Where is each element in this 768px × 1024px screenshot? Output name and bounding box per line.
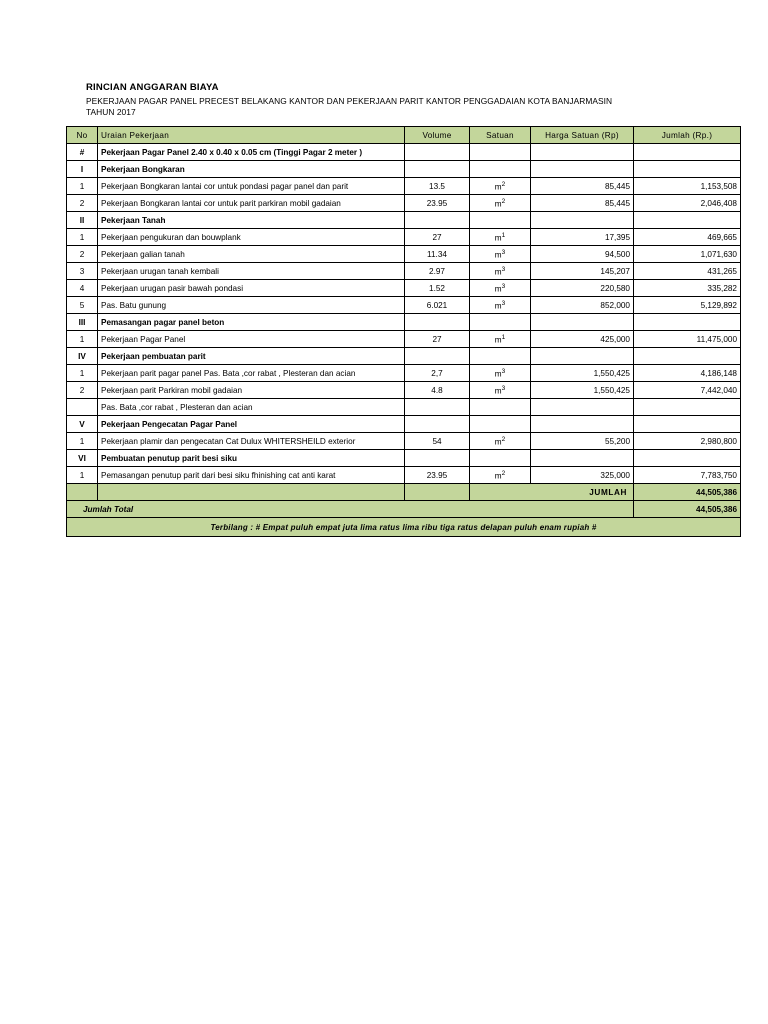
cell-harga (531, 212, 634, 229)
cell-uraian: Pas. Batu gunung (98, 297, 405, 314)
cell-satuan: $m^3$ (470, 263, 531, 280)
cell-volume (405, 416, 470, 433)
jumlah-no (67, 484, 98, 501)
total-value: 44,505,386 (634, 501, 741, 518)
table-row (67, 246, 741, 263)
cell-uraian: Pekerjaan Pengecatan Pagar Panel (98, 416, 405, 433)
table-row (67, 195, 741, 212)
cell-no: 5 (67, 297, 98, 314)
cell-satuan (470, 416, 531, 433)
column-header-no: No (67, 127, 98, 144)
cell-harga (531, 144, 634, 161)
document-title: RINCIAN ANGGARAN BIAYA (86, 82, 219, 93)
cell-harga: 1,550,425 (531, 365, 634, 382)
cell-satuan: $m^3$ (470, 297, 531, 314)
cell-jumlah (634, 212, 741, 229)
cell-harga (531, 348, 634, 365)
cell-jumlah: 2,980,800 (634, 433, 741, 450)
cell-jumlah: 1,071,630 (634, 246, 741, 263)
table-row (67, 212, 741, 229)
cell-volume: 11.34 (405, 246, 470, 263)
cell-volume: 27 (405, 229, 470, 246)
cell-satuan (470, 144, 531, 161)
cell-harga: 145,207 (531, 263, 634, 280)
cell-uraian: Pekerjaan Pagar Panel (98, 331, 405, 348)
cell-no: VI (67, 450, 98, 467)
cell-volume: 23.95 (405, 467, 470, 484)
column-header-harga-satuan: Harga Satuan (Rp) (531, 127, 634, 144)
cell-uraian: Pekerjaan Bongkaran lantai cor untuk parit parkiran mobil gadaian (98, 195, 405, 212)
cell-uraian: Pekerjaan Bongkaran (98, 161, 405, 178)
cell-jumlah (634, 399, 741, 416)
table-row (67, 433, 741, 450)
table-row (67, 365, 741, 382)
table-header (67, 127, 741, 144)
document-subtitle-line2: TAHUN 2017 (86, 107, 136, 118)
table-row (67, 382, 741, 399)
document-subtitle-line1: PEKERJAAN PAGAR PANEL PRECEST BELAKANG KANTOR DAN PEKERJAAN PARIT KANTOR PENGGADAIAN KOTA BANJARMASIN (86, 96, 613, 106)
cell-jumlah: 7,442,040 (634, 382, 741, 399)
cell-no: 1 (67, 433, 98, 450)
cell-no: 1 (67, 178, 98, 195)
table-row (67, 331, 741, 348)
table-row (67, 229, 741, 246)
cell-jumlah (634, 144, 741, 161)
cell-no: III (67, 314, 98, 331)
cell-harga: 94,500 (531, 246, 634, 263)
table-row (67, 280, 741, 297)
cell-volume: 2,7 (405, 365, 470, 382)
cell-jumlah (634, 161, 741, 178)
cell-volume (405, 314, 470, 331)
terbilang-text: Terbilang : # Empat puluh empat juta lima ratus lima ribu tiga ratus delapan puluh enam rupiah # (67, 518, 741, 537)
budget-table-container (66, 126, 737, 537)
document-header (86, 82, 706, 119)
cell-jumlah: 4,186,148 (634, 365, 741, 382)
table-row (67, 450, 741, 467)
cell-jumlah: 11,475,000 (634, 331, 741, 348)
cell-jumlah: 1,153,508 (634, 178, 741, 195)
cell-jumlah: 7,783,750 (634, 467, 741, 484)
cell-no: 1 (67, 229, 98, 246)
cell-uraian: Pekerjaan pengukuran dan bouwplank (98, 229, 405, 246)
cell-no: 2 (67, 382, 98, 399)
cell-uraian: Pekerjaan parit Parkiran mobil gadaian (98, 382, 405, 399)
cell-no: 1 (67, 365, 98, 382)
cell-harga (531, 314, 634, 331)
cell-harga: 55,200 (531, 433, 634, 450)
cell-volume: 23.95 (405, 195, 470, 212)
cell-volume: 1.52 (405, 280, 470, 297)
cell-jumlah: 2,046,408 (634, 195, 741, 212)
cell-volume (405, 161, 470, 178)
cell-satuan: $m^3$ (470, 246, 531, 263)
cell-no: V (67, 416, 98, 433)
cell-uraian: Pekerjaan galian tanah (98, 246, 405, 263)
cell-no: 3 (67, 263, 98, 280)
cell-volume (405, 348, 470, 365)
cell-satuan: $m^3$ (470, 382, 531, 399)
cell-uraian: Pembuatan penutup parit besi siku (98, 450, 405, 467)
cell-satuan (470, 212, 531, 229)
jumlah-volume (405, 484, 470, 501)
cell-uraian: Pekerjaan parit pagar panel Pas. Bata ,cor rabat , Plesteran dan acian (98, 365, 405, 382)
cell-volume (405, 212, 470, 229)
cell-jumlah (634, 450, 741, 467)
cell-no (67, 399, 98, 416)
column-header-jumlah: Jumlah (Rp.) (634, 127, 741, 144)
cell-uraian: Pekerjaan Tanah (98, 212, 405, 229)
cell-satuan: $m^2$ (470, 195, 531, 212)
cell-jumlah: 5,129,892 (634, 297, 741, 314)
cell-harga: 85,445 (531, 178, 634, 195)
cell-jumlah: 335,282 (634, 280, 741, 297)
cell-satuan: $m^2$ (470, 467, 531, 484)
jumlah-value: 44,505,386 (634, 484, 741, 501)
cell-volume: 4.8 (405, 382, 470, 399)
budget-table (66, 126, 741, 537)
cell-uraian: Pekerjaan Bongkaran lantai cor untuk pondasi pagar panel dan parit (98, 178, 405, 195)
table-row (67, 263, 741, 280)
table-body (67, 144, 741, 484)
cell-harga (531, 450, 634, 467)
cell-volume: 6.021 (405, 297, 470, 314)
cell-harga: 85,445 (531, 195, 634, 212)
cell-uraian: Pemasangan pagar panel beton (98, 314, 405, 331)
cell-volume: 2.97 (405, 263, 470, 280)
jumlah-label: JUMLAH (470, 484, 634, 501)
cell-no: # (67, 144, 98, 161)
table-row (67, 348, 741, 365)
cell-harga: 425,000 (531, 331, 634, 348)
cell-satuan (470, 348, 531, 365)
row-terbilang (67, 518, 741, 537)
cell-harga: 325,000 (531, 467, 634, 484)
cell-jumlah: 469,665 (634, 229, 741, 246)
table-row (67, 178, 741, 195)
cell-harga: 220,580 (531, 280, 634, 297)
cell-satuan: $m^1$ (470, 331, 531, 348)
cell-harga: 852,000 (531, 297, 634, 314)
cell-volume (405, 450, 470, 467)
cell-satuan: $m^2$ (470, 178, 531, 195)
table-row (67, 314, 741, 331)
cell-uraian: Pekerjaan plamir dan pengecatan Cat Dulux WHITERSHEILD exterior (98, 433, 405, 450)
cell-harga (531, 161, 634, 178)
table-row (67, 297, 741, 314)
cell-jumlah (634, 416, 741, 433)
table-footer (67, 484, 741, 537)
row-total (67, 501, 741, 518)
cell-no: I (67, 161, 98, 178)
total-label: Jumlah Total (67, 501, 634, 518)
cell-uraian: Pekerjaan urugan tanah kembali (98, 263, 405, 280)
cell-uraian: Pekerjaan pembuatan parit (98, 348, 405, 365)
cell-satuan (470, 399, 531, 416)
cell-jumlah: 431,265 (634, 263, 741, 280)
cell-no: 2 (67, 246, 98, 263)
cell-uraian: Pas. Bata ,cor rabat , Plesteran dan acian (98, 399, 405, 416)
cell-jumlah (634, 314, 741, 331)
cell-no: 4 (67, 280, 98, 297)
cell-no: 2 (67, 195, 98, 212)
column-header-uraian: Uraian Pekerjaan (98, 127, 405, 144)
column-header-satuan: Satuan (470, 127, 531, 144)
cell-satuan (470, 161, 531, 178)
table-row (67, 399, 741, 416)
row-jumlah (67, 484, 741, 501)
table-header-row (67, 127, 741, 144)
cell-volume (405, 399, 470, 416)
cell-uraian: Pekerjaan urugan pasir bawah pondasi (98, 280, 405, 297)
cell-uraian: Pemasangan penutup parit dari besi siku fhinishing cat anti karat (98, 467, 405, 484)
cell-satuan: $m^3$ (470, 365, 531, 382)
column-header-volume: Volume (405, 127, 470, 144)
cell-satuan (470, 314, 531, 331)
cell-no: II (67, 212, 98, 229)
cell-satuan: $m^3$ (470, 280, 531, 297)
cell-volume: 13.5 (405, 178, 470, 195)
jumlah-uraian (98, 484, 405, 501)
cell-uraian: Pekerjaan Pagar Panel 2.40 x 0.40 x 0.05 cm (Tinggi Pagar 2 meter ) (98, 144, 405, 161)
cell-no: 1 (67, 331, 98, 348)
table-row (67, 161, 741, 178)
cell-volume: 27 (405, 331, 470, 348)
cell-jumlah (634, 348, 741, 365)
cell-no: IV (67, 348, 98, 365)
cell-harga: 17,395 (531, 229, 634, 246)
cell-satuan: $m^2$ (470, 433, 531, 450)
table-row (67, 467, 741, 484)
table-row (67, 416, 741, 433)
cell-volume: 54 (405, 433, 470, 450)
cell-no: 1 (67, 467, 98, 484)
cell-satuan: $m^1$ (470, 229, 531, 246)
cell-harga: 1,550,425 (531, 382, 634, 399)
cell-harga (531, 416, 634, 433)
cell-volume (405, 144, 470, 161)
cell-satuan (470, 450, 531, 467)
cell-harga (531, 399, 634, 416)
table-row (67, 144, 741, 161)
